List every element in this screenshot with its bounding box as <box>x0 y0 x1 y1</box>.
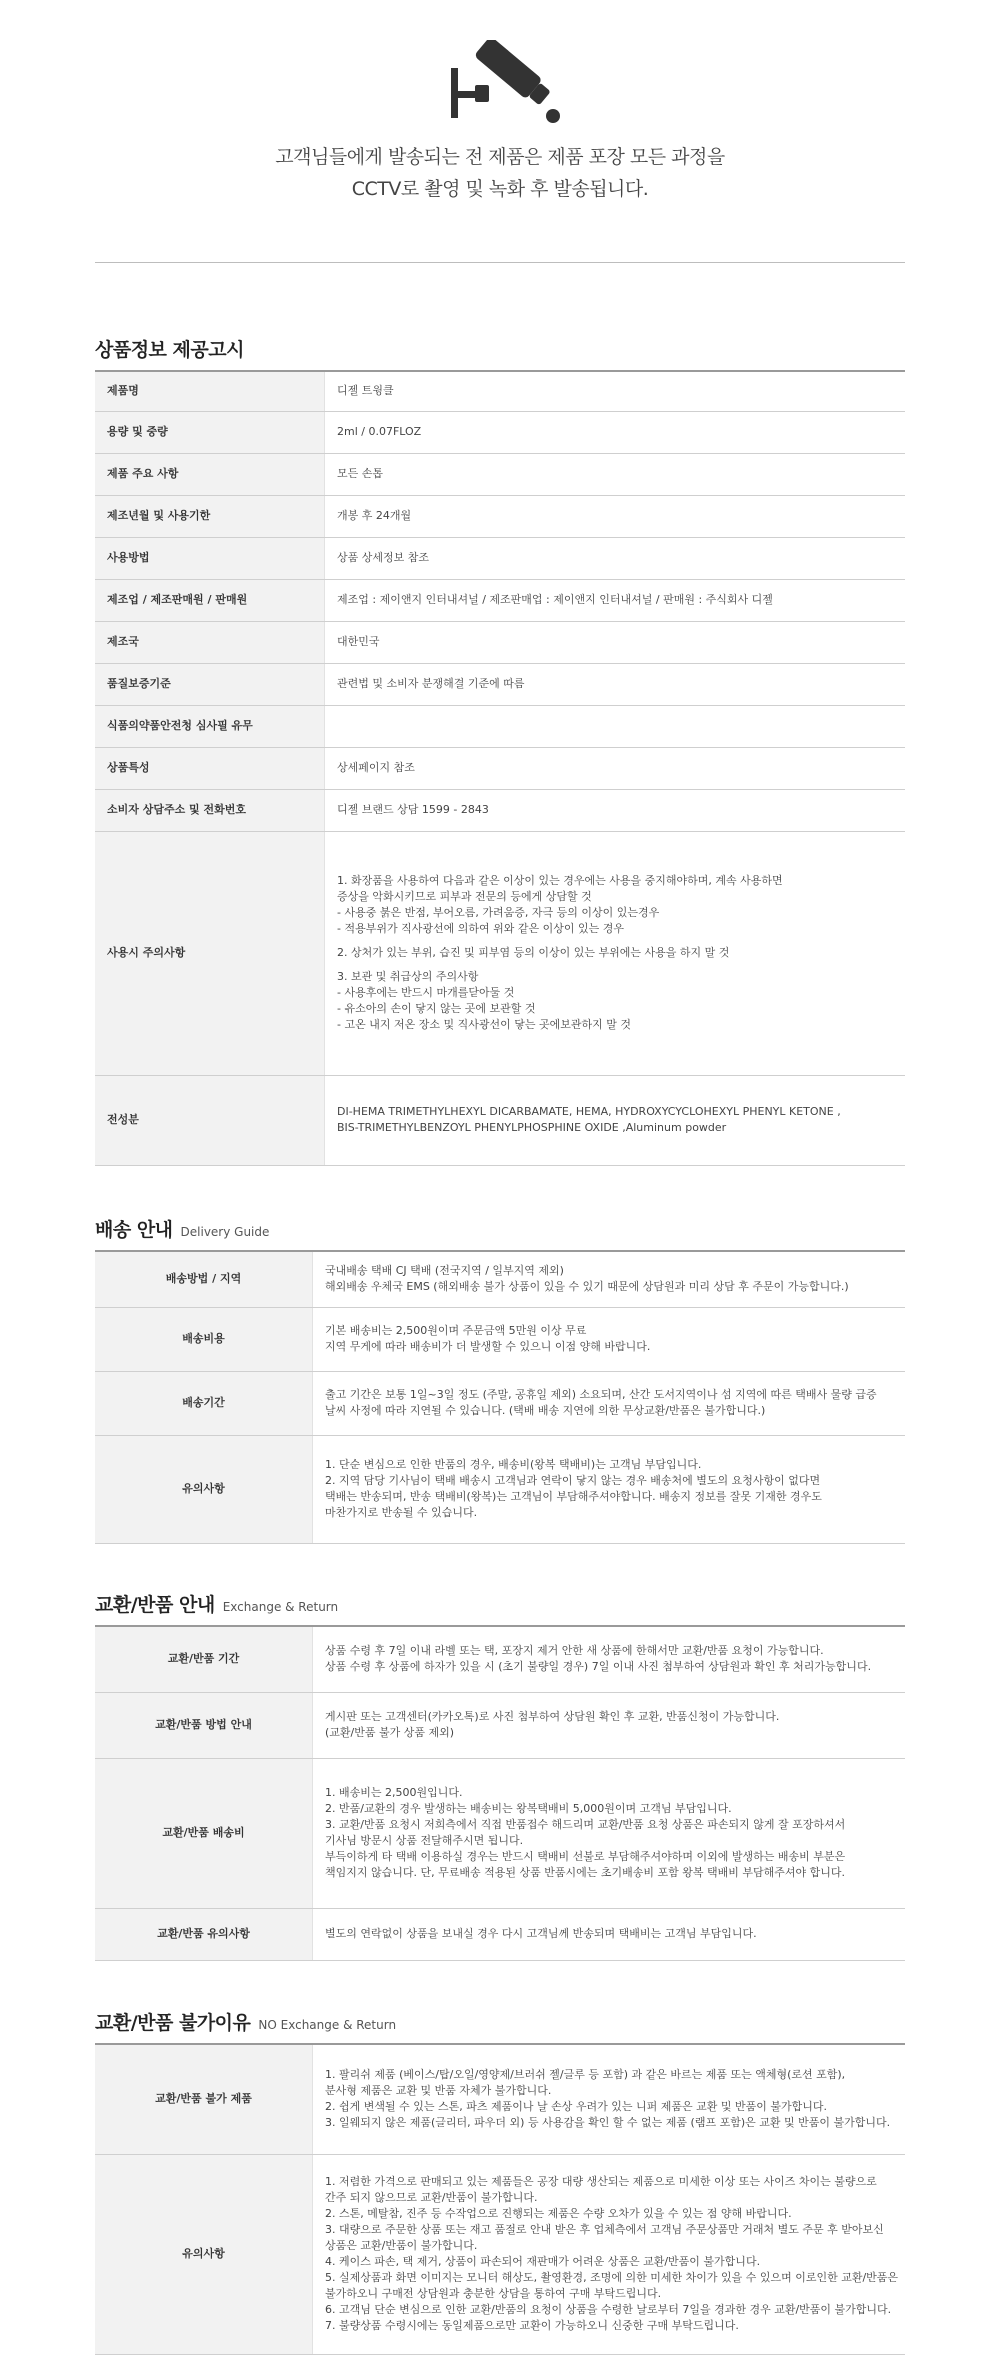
section-subtitle: NO Exchange & Return <box>258 2018 397 2032</box>
table-row <box>95 1758 905 1908</box>
table-row <box>95 1435 905 1543</box>
row-value <box>313 2044 906 2154</box>
table-row <box>95 537 905 579</box>
value-line: 7. 불량상품 수령시에는 동일제품으로만 교환이 가능하오니 신중한 구매 부탁드립니다. <box>325 2319 739 2332</box>
value-line: 택배는 반송되며, 반송 택배비(왕복)는 고객님이 부담해주셔야합니다. 배송지 정보를 잘못 기재한 경우도 <box>325 1490 822 1503</box>
section-title-product-info: 상품정보 제공고시 <box>95 339 244 361</box>
value-line: 제조업 : 제이앤지 인터내셔널 / 제조판매업 : 제이앤지 인터내셔널 / 판매원 : 주식회사 디젤 <box>337 593 773 606</box>
value-line: 2. 스톤, 메탈참, 진주 등 수작업으로 진행되는 제품은 수량 오차가 있을 수 있는 점 양해 바랍니다. <box>325 2207 792 2220</box>
value-line: - 유소아의 손이 닿지 않는 곳에 보관할 것 <box>337 1002 536 1015</box>
cctv-camera-icon <box>433 40 567 126</box>
value-line: - 사용후에는 반드시 마개를닫아둘 것 <box>337 986 515 999</box>
value-line <box>337 961 893 969</box>
table-row <box>95 1626 905 1692</box>
value-line: 관련법 및 소비자 분쟁해결 기준에 따름 <box>337 677 525 690</box>
row-value <box>325 1075 906 1165</box>
table-row <box>95 621 905 663</box>
value-line: 불가하오니 구매전 상담원과 충분한 상담을 통하여 구매 부탁드립니다. <box>325 2287 662 2300</box>
value-line: 기사님 방문시 상품 전달해주시면 됩니다. <box>325 1834 524 1847</box>
value-line: 3. 교환/반품 요청시 저희측에서 직접 반품접수 해드리며 교환/반품 요청 상품은 파손되지 않게 잘 포장하셔서 <box>325 1818 846 1831</box>
value-line: 2. 쉽게 변색될 수 있는 스톤, 파츠 제품이나 날 손상 우려가 있는 니퍼 제품은 교환 및 반품이 불가합니다. <box>325 2100 827 2114</box>
value-line: 지역 무게에 따라 배송비가 더 발생할 수 있으니 이점 양해 바랍니다. <box>325 1340 651 1353</box>
row-value <box>313 1251 906 1307</box>
table-row <box>95 831 905 1075</box>
section-title-no-exchange: 교환/반품 불가이유 NO Exchange & Return <box>95 2012 397 2034</box>
value-line: 게시판 또는 고객센터(카카오톡)로 사진 첨부하여 상담원 확인 후 교환, 반품신청이 가능합니다. <box>325 1710 780 1723</box>
section-title-exchange: 교환/반품 안내 Exchange & Return <box>95 1594 339 1616</box>
row-value <box>325 789 906 831</box>
exchange-table <box>95 1625 905 1961</box>
row-label: 소비자 상담주소 및 전화번호 <box>95 789 325 831</box>
value-line: 4. 케이스 파손, 택 제거, 상품이 파손되어 재판매가 어려운 상품은 교환/반품이 불가합니다. <box>325 2255 761 2268</box>
table-row <box>95 2044 905 2154</box>
row-label: 제품명 <box>95 371 325 411</box>
row-label: 사용방법 <box>95 537 325 579</box>
row-value <box>325 371 906 411</box>
row-value <box>325 831 906 1075</box>
value-line: 상품 수령 후 7일 이내 라벨 또는 택, 포장지 제거 안한 새 상품에 한해서만 교환/반품 요청이 가능합니다. <box>325 1644 824 1658</box>
value-line: 날씨 사정에 따라 지연될 수 있습니다. (택배 배송 지연에 의한 무상교환/반품은 불가합니다.) <box>325 1404 766 1417</box>
row-value <box>325 537 906 579</box>
value-line: - 적용부위가 직사광선에 의하여 위와 같은 이상이 있는 경우 <box>337 922 624 935</box>
value-line: 기본 배송비는 2,500원이며 주문금액 5만원 이상 무료 <box>325 1324 587 1337</box>
table-row <box>95 705 905 747</box>
table-row <box>95 1692 905 1758</box>
product-info-table <box>95 370 905 1166</box>
row-value <box>313 1307 906 1371</box>
value-line: 책임지지 않습니다. 단, 무료배송 적용된 상품 반품시에는 초기배송비 포함 왕복 택배비 부담해주셔야 합니다. <box>325 1866 845 1879</box>
row-label: 전성분 <box>95 1075 325 1165</box>
row-value <box>325 621 906 663</box>
row-label: 교환/반품 불가 제품 <box>95 2044 313 2154</box>
value-line: 상품 수령 후 상품에 하자가 있을 시 (초기 불량일 경우) 7일 이내 사진 첨부하여 상담원과 확인 후 처리가능합니다. <box>325 1660 872 1674</box>
row-value <box>325 663 906 705</box>
cctv-notice <box>0 0 1000 260</box>
row-value <box>313 2154 906 2354</box>
value-line: 상품 상세정보 참조 <box>337 551 430 564</box>
table-row <box>95 1075 905 1165</box>
section-subtitle: Delivery Guide <box>180 1225 270 1239</box>
row-value <box>325 411 906 453</box>
value-line: 1. 저렴한 가격으로 판매되고 있는 제품들은 공장 대량 생산되는 제품으로 미세한 이상 또는 사이즈 차이는 불량으로 <box>325 2175 877 2188</box>
row-label: 식품의약품안전청 심사필 유무 <box>95 705 325 747</box>
value-line: 5. 실제상품과 화면 이미지는 모니터 해상도, 촬영환경, 조명에 의한 미세한 차이가 있을 수 있으며 이로인한 교환/반품은 <box>325 2271 899 2284</box>
section-subtitle: Exchange & Return <box>222 1600 339 1614</box>
row-label: 교환/반품 유의사항 <box>95 1908 313 1960</box>
row-value <box>325 495 906 537</box>
table-row <box>95 747 905 789</box>
value-line: 1. 팔리쉬 제품 (베이스/탑/오일/영양제/브러쉬 젤/글루 등 포함) 과 같은 바르는 제품 또는 액체형(로션 포함), <box>325 2068 846 2082</box>
table-row <box>95 1307 905 1371</box>
value-line: 마찬가지로 반송될 수 있습니다. <box>325 1506 478 1519</box>
row-value <box>325 579 906 621</box>
table-row <box>95 1251 905 1307</box>
value-line: 디젤 브랜드 상담 1599 - 2843 <box>337 803 489 816</box>
value-line: 1. 화장품을 사용하여 다음과 같은 이상이 있는 경우에는 사용을 중지해야하며, 계속 사용하면 <box>337 874 783 887</box>
table-row <box>95 1371 905 1435</box>
row-label: 제조년월 및 사용기한 <box>95 495 325 537</box>
value-line: 디젤 트윙클 <box>337 384 394 398</box>
row-label: 배송방법 / 지역 <box>95 1251 313 1307</box>
value-line: 모든 손톱 <box>337 467 384 480</box>
row-value <box>313 1435 906 1543</box>
value-line: 출고 기간은 보통 1일~3일 정도 (주말, 공휴일 제외) 소요되며, 산간 도서지역이나 섬 지역에 따른 택배사 물량 급증 <box>325 1388 877 1401</box>
row-label: 교환/반품 방법 안내 <box>95 1692 313 1758</box>
row-value <box>313 1908 906 1960</box>
row-value <box>325 747 906 789</box>
row-label: 교환/반품 배송비 <box>95 1758 313 1908</box>
divider <box>95 262 905 263</box>
value-line: DI-HEMA TRIMETHYLHEXYL DICARBAMATE, HEMA, HYDROXYCYCLOHEXYL PHENYL KETONE , <box>337 1105 841 1118</box>
row-value <box>313 1758 906 1908</box>
table-row <box>95 789 905 831</box>
row-value <box>325 705 906 747</box>
value-line: 상세페이지 참조 <box>337 761 415 774</box>
section-title-delivery: 배송 안내 Delivery Guide <box>95 1219 270 1241</box>
row-label: 교환/반품 기간 <box>95 1626 313 1692</box>
value-line: 2. 상처가 있는 부위, 습진 및 피부염 등의 이상이 있는 부위에는 사용을 하지 말 것 <box>337 946 730 959</box>
value-line <box>337 937 893 945</box>
delivery-table <box>95 1250 905 1544</box>
value-line: 국내배송 택배 CJ 택배 (전국지역 / 일부지역 제외) <box>325 1264 564 1278</box>
cctv-notice-line-1: 고객님들에게 발송되는 전 제품은 제품 포장 모든 과정을 <box>275 146 725 168</box>
no-exchange-table <box>95 2043 905 2355</box>
value-line: 3. 일웨되지 않은 제품(글리터, 파우더 외) 등 사용감을 확인 할 수 없는 제품 (램프 포함)은 교환 및 반품이 불가합니다. <box>325 2116 891 2130</box>
table-row <box>95 663 905 705</box>
value-line: 개봉 후 24개월 <box>337 509 412 522</box>
value-line: 1. 배송비는 2,500원입니다. <box>325 1786 463 1799</box>
row-label: 제조업 / 제조판매원 / 판매원 <box>95 579 325 621</box>
value-line <box>337 722 893 730</box>
value-line: 별도의 연락없이 상품을 보내실 경우 다시 고객님께 반송되며 택배비는 고객님 부담입니다. <box>325 1927 757 1940</box>
row-label: 배송기간 <box>95 1371 313 1435</box>
table-row <box>95 1908 905 1960</box>
row-label: 유의사항 <box>95 1435 313 1543</box>
row-label: 사용시 주의사항 <box>95 831 325 1075</box>
value-line: 1. 단순 변심으로 인한 반품의 경우, 배송비(왕복 택배비)는 고객님 부담입니다. <box>325 1458 702 1471</box>
row-value <box>313 1371 906 1435</box>
value-line: (교환/반품 불가 상품 제외) <box>325 1726 455 1739</box>
row-label: 용량 및 중량 <box>95 411 325 453</box>
value-line: - 사용중 붉은 반점, 부어오름, 가려움증, 자극 등의 이상이 있는경우 <box>337 906 660 919</box>
value-line: 상품은 교환/반품이 불가합니다. <box>325 2239 478 2252</box>
table-row <box>95 453 905 495</box>
row-value <box>325 453 906 495</box>
row-label: 유의사항 <box>95 2154 313 2354</box>
value-line: 부득이하게 타 택배 이용하실 경우는 반드시 택배비 선불로 부담해주셔야하며 이외에 발생하는 배송비 부분은 <box>325 1850 846 1863</box>
row-label: 제조국 <box>95 621 325 663</box>
table-row <box>95 579 905 621</box>
row-label: 상품특성 <box>95 747 325 789</box>
value-line: 6. 고객님 단순 변심으로 인한 교환/반품의 요청이 상품을 수령한 날로부터 7일을 경과한 경우 교환/반품이 불가합니다. <box>325 2303 892 2316</box>
value-line: 3. 보관 및 취급상의 주의사항 <box>337 970 479 983</box>
cctv-notice-line-2: CCTV로 촬영 및 녹화 후 발송됩니다. <box>351 178 649 200</box>
table-row <box>95 411 905 453</box>
table-row <box>95 371 905 411</box>
value-line: 분사형 제품은 교환 및 반품 자체가 불가합니다. <box>325 2084 552 2098</box>
table-row <box>95 2154 905 2354</box>
value-line: - 고온 내지 저온 장소 및 직사광선이 닿는 곳에보관하지 말 것 <box>337 1018 631 1031</box>
value-line: 간주 되지 않으므로 교환/반품이 불가합니다. <box>325 2191 538 2204</box>
value-line: 대한민국 <box>337 635 380 648</box>
table-row <box>95 495 905 537</box>
value-line: 3. 대량으로 주문한 상품 또는 재고 품절로 안내 받은 후 업체측에서 고객님 주문상품만 거래처 별도 주문 후 받아보신 <box>325 2223 884 2236</box>
value-line: 2. 반품/교환의 경우 발생하는 배송비는 왕복택배비 5,000원이며 고객님 부담입니다. <box>325 1802 732 1815</box>
value-line: BIS-TRIMETHYLBENZOYL PHENYLPHOSPHINE OXIDE ,Aluminum powder <box>337 1121 727 1134</box>
row-value <box>313 1626 906 1692</box>
row-label: 제품 주요 사항 <box>95 453 325 495</box>
row-value <box>313 1692 906 1758</box>
row-label: 품질보증기준 <box>95 663 325 705</box>
row-label: 배송비용 <box>95 1307 313 1371</box>
value-line: 2. 지역 담당 기사님이 택배 배송시 고객님과 연락이 닿지 않는 경우 배송처에 별도의 요청사항이 없다면 <box>325 1474 821 1487</box>
value-line: 해외배송 우체국 EMS (해외배송 불가 상품이 있을 수 있기 때문에 상담원과 미리 상담 후 주문이 가능합니다.) <box>325 1280 849 1294</box>
value-line: 증상을 악화시키므로 피부과 전문의 등에게 상담할 것 <box>337 890 592 903</box>
value-line: 2ml / 0.07FLOZ <box>337 425 422 438</box>
